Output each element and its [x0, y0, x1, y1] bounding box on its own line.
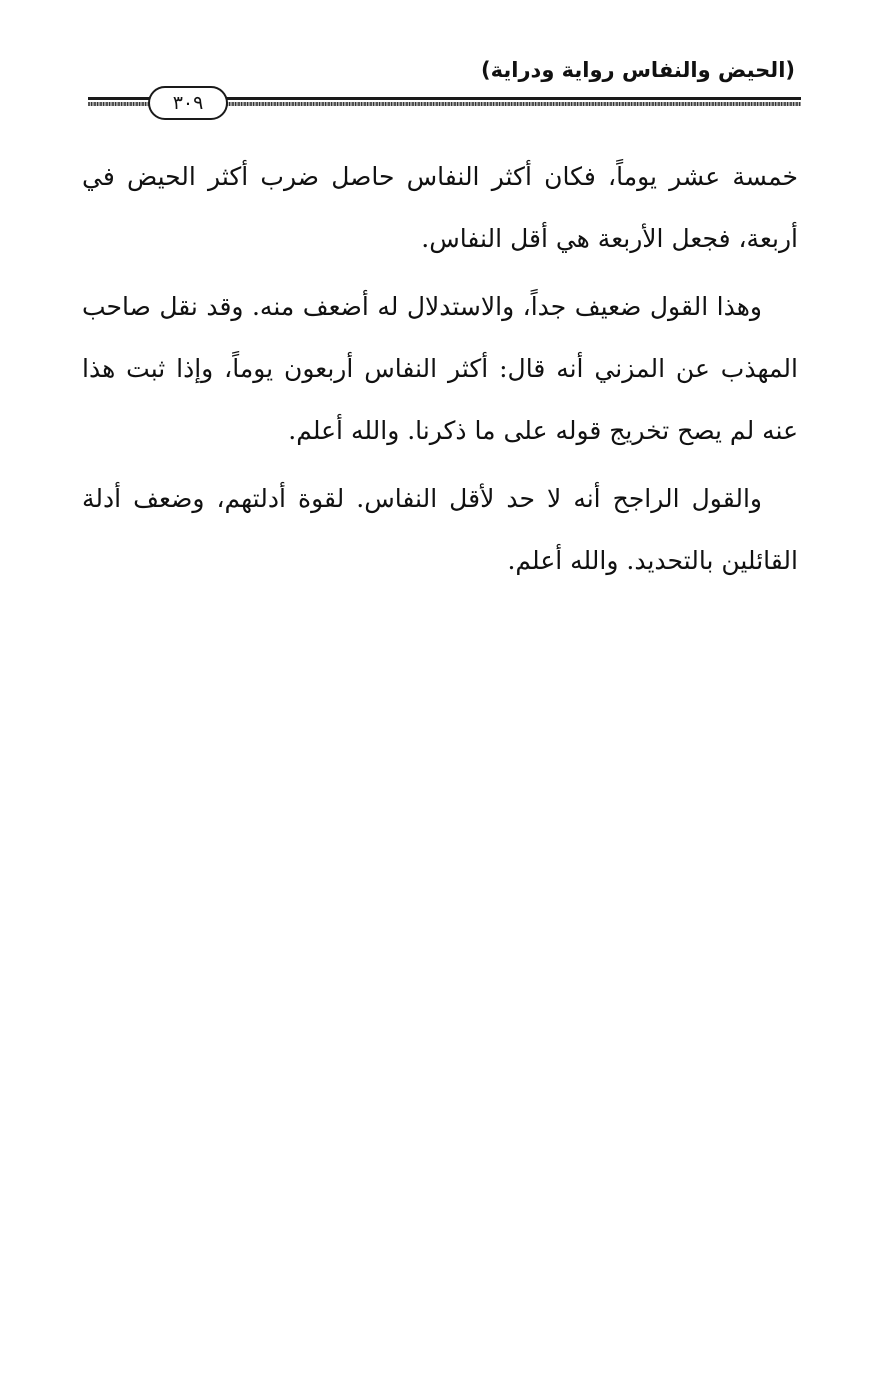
main-text — [82, 146, 798, 598]
paragraph-2: وهذا القول ضعيف جداً، والاستدلال له أضعف منه. وقد نقل صاحب المهذب عن المزني أنه قال: أكثر النفاس أربعون يوماً، وإذا ثبت هذا عنه لم يصح تخريج قوله على ما ذكرنا. والله أعلم. — [82, 292, 798, 445]
running-header-title: (الحيض والنفاس رواية ودراية) — [481, 58, 795, 82]
paragraph-3: والقول الراجح أنه لا حد لأقل النفاس. لقوة أدلتهم، وضعف أدلة القائلين بالتحديد. والله أعلم. — [82, 484, 798, 575]
page-number-badge: ٣٠٩ — [148, 86, 228, 120]
paragraph-1: خمسة عشر يوماً، فكان أكثر النفاس حاصل ضرب أكثر الحيض في أربعة، فجعل الأربعة هي أقل النفاس. — [82, 162, 798, 253]
